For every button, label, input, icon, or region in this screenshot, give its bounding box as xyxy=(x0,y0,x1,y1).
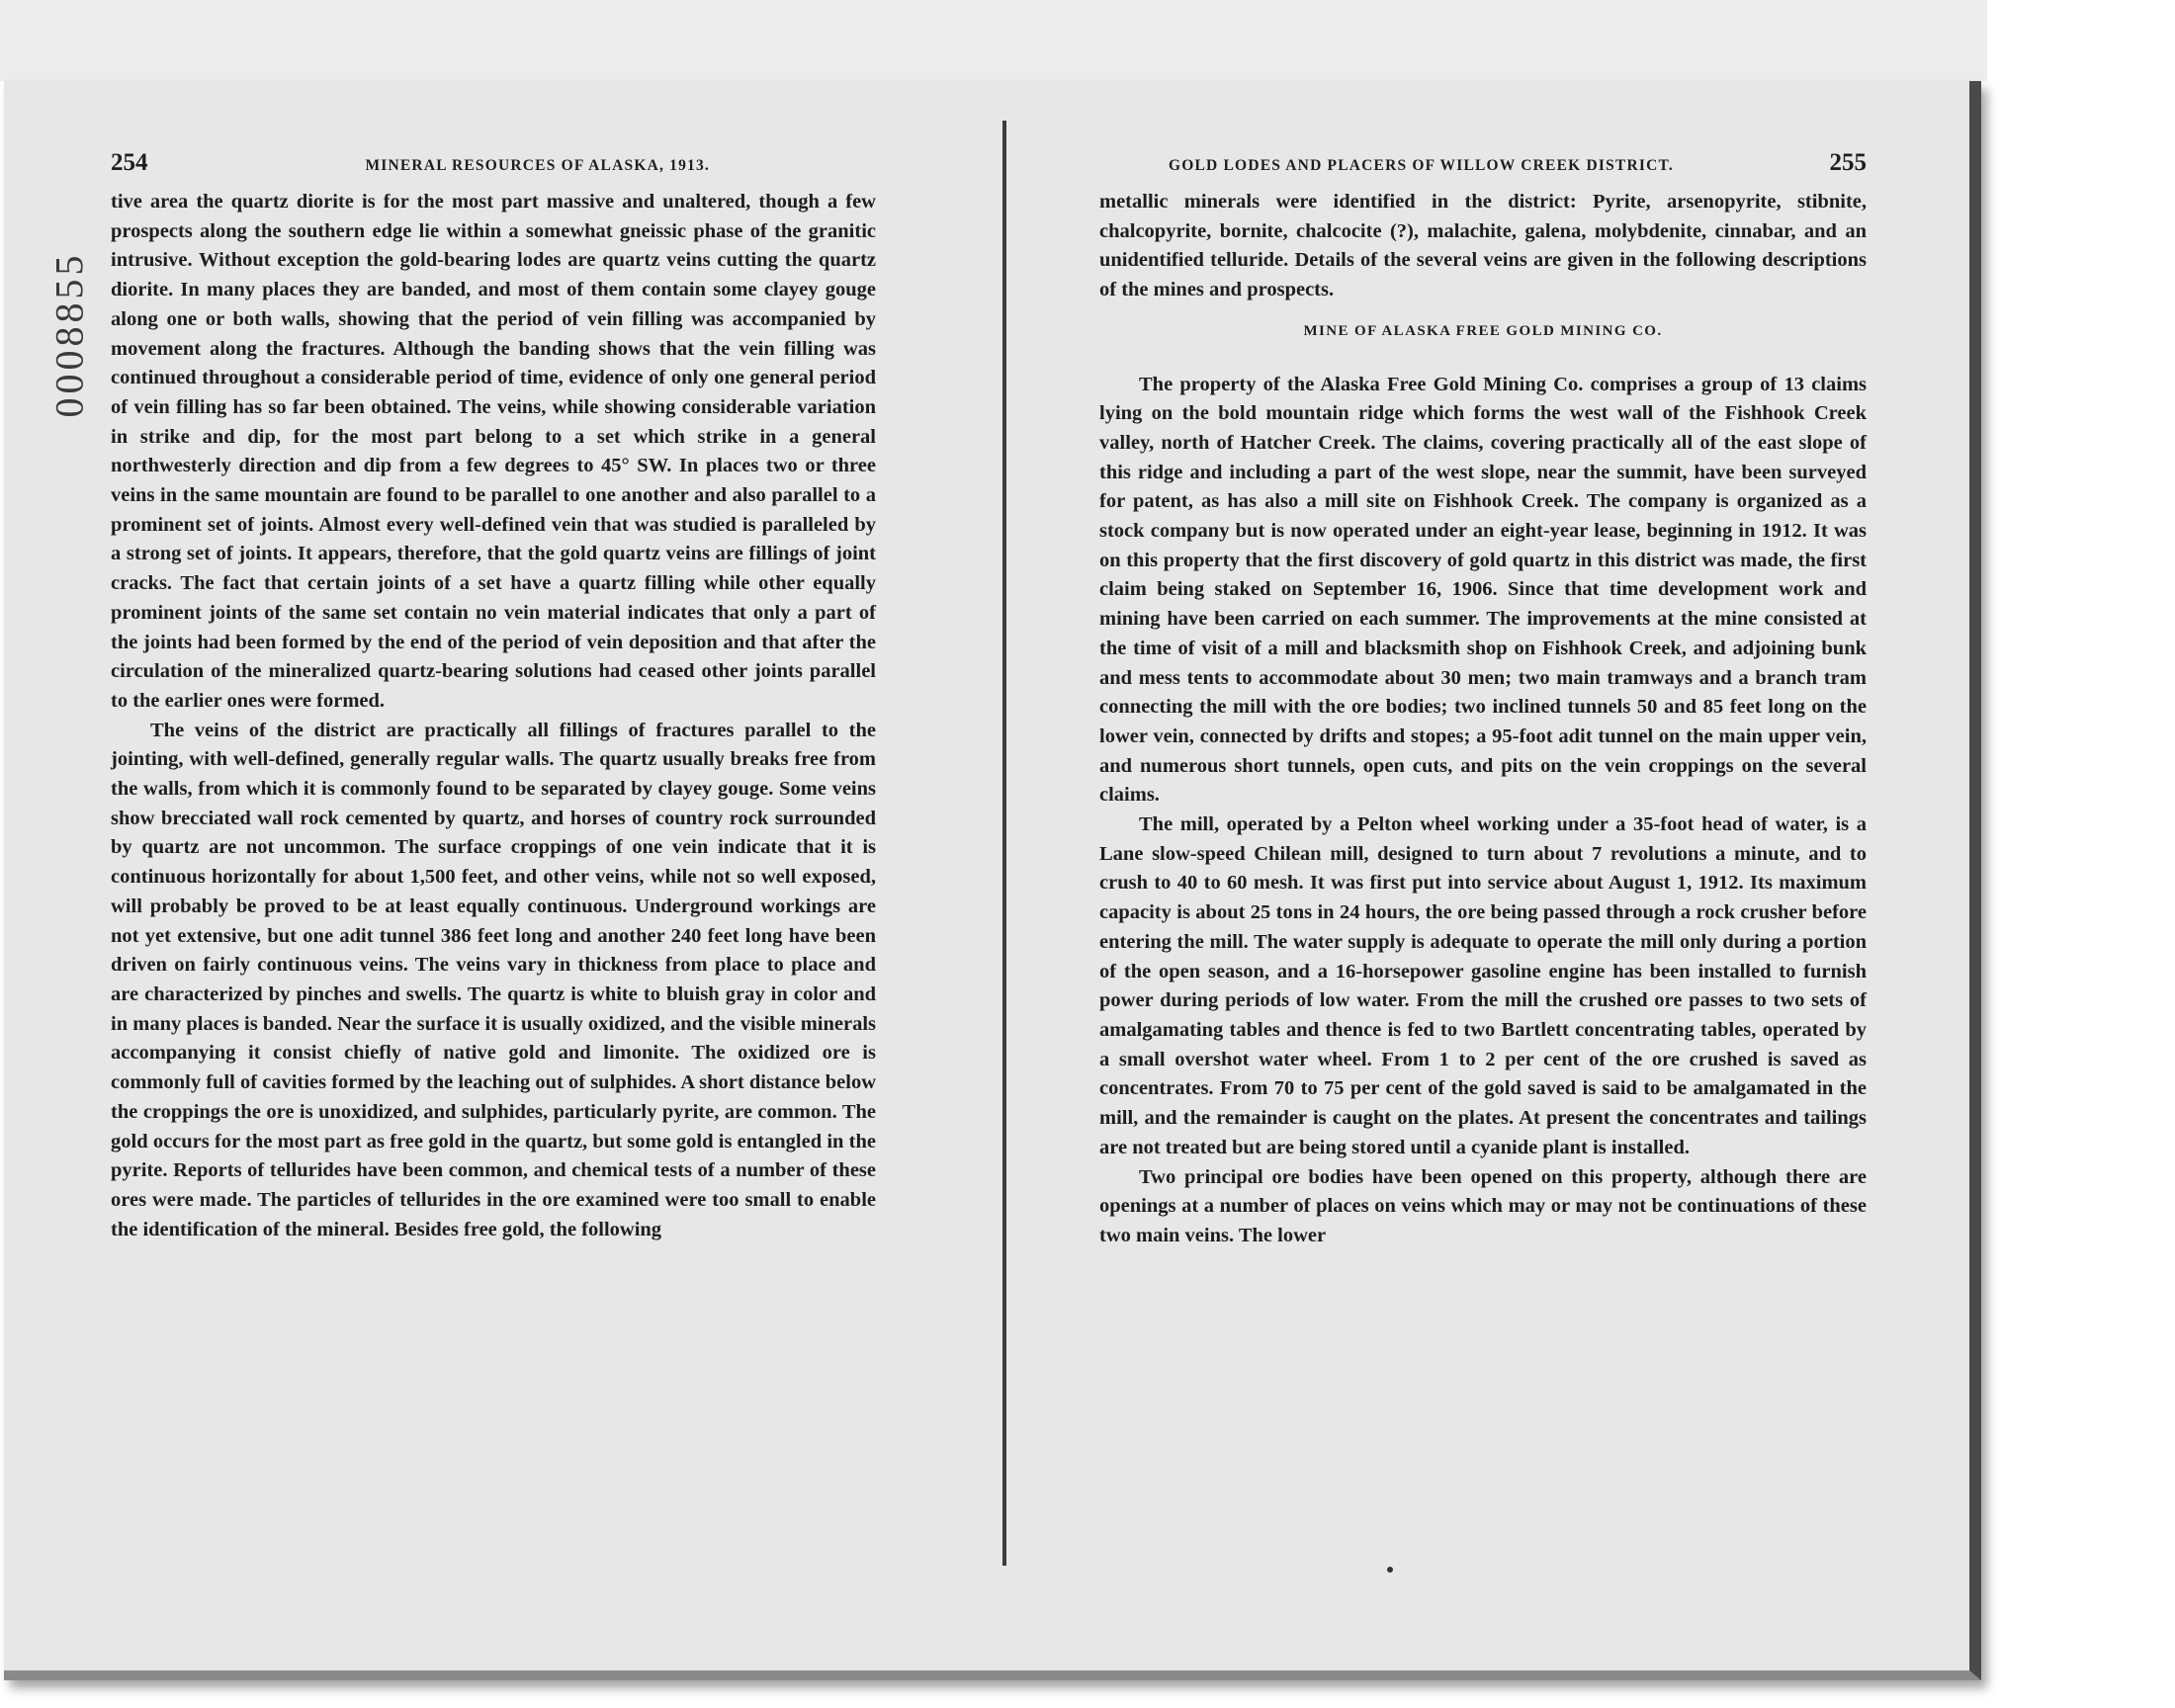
page-bottom-mark xyxy=(1387,1567,1393,1573)
left-page-number: 254 xyxy=(111,149,148,176)
right-paragraph-3: Two principal ore bodies have been opened on this property, although there are openings at a number of places on veins which may or may not be continuations of these two main veins. The lower xyxy=(1099,1165,1867,1246)
section-heading: MINE OF ALASKA FREE GOLD MINING CO. xyxy=(1303,322,1663,339)
right-intro-paragraph: metallic minerals were identified in the district: Pyrite, arsenopyrite, stibnite, chalcopyrite, bornite, chalcocite (?), malachite, galena, molybdenite, cinnabar, and an unidentified telluride. Details of the several veins are given in the following descriptions of the mines and prospects. xyxy=(1099,191,1867,301)
book-gutter-line xyxy=(1002,121,1006,1566)
left-paragraph-1: tive area the quartz diorite is for the most part massive and unaltered, though a few prospects along the southern edge lie within a somewhat gneissic phase of the granitic intrusive. Without exception the gold-bearing lodes are quartz veins cutting the quartz diorite. In many places they are banded, and most of them contain some clayey gouge along one or both walls, showing that the period of vein filling was accompanied by movement along the fractures. Although the banding shows that the vein filling was continued throughout a considerable period of time, evidence of only one general period of vein filling has so far been obtained. The veins, while showing considerable variation in strike and dip, for the most part belong to a set which strike in a general northwesterly direction and dip from a few degrees to 45° SW. In places two or three veins in the same mountain are found to be parallel to one another and also parallel to a prominent set of joints. Almost every well-defined vein that was studied is paralleled by a strong set of joints. It appears, therefore, that the gold quartz veins are fillings of joint cracks. The fact that certain joints of a set have a quartz filling while other equally prominent joints of the same set contain no vein material indicates that only a part of the joints had been formed by the end of the period of vein deposition and that after the circulation of the mineralized quartz-bearing solutions had ceased other joints parallel to the earlier ones were formed. xyxy=(111,191,876,712)
left-page xyxy=(111,148,876,1244)
archive-number-text: 0008855 xyxy=(46,251,92,417)
right-page xyxy=(1099,148,1867,1251)
right-running-title: GOLD LODES AND PLACERS OF WILLOW CREEK DISTRICT. xyxy=(1169,157,1674,174)
right-running-head xyxy=(1099,148,1867,188)
archive-number-stamp xyxy=(47,225,91,443)
left-paragraph-2: The veins of the district are practically all fillings of fractures parallel to the jointing, with well-defined, generally regular walls. The quartz usually breaks free from the walls, from which it is commonly found to be separated by clayey gouge. Some veins show brecciated wall rock cemented by quartz, and horses of country rock surrounded by quartz are not uncommon. The surface croppings of one vein indicate that it is continuous horizontally for about 1,500 feet, and other veins, while not so well exposed, will probably be proved to be at least equally continuous. Underground workings are not yet extensive, but one adit tunnel 386 feet long and another 240 feet long have been driven on fairly continuous veins. The veins vary in thickness from place to place and are characterized by pinches and swells. The quartz is white to bluish gray in color and in many places is banded. Near the surface it is usually oxidized, and the visible minerals accompanying it consist chiefly of native gold and limonite. The oxidized ore is commonly full of cavities formed by the leaching out of sulphides. A short distance below the croppings the ore is unoxidized, and sulphides, particularly pyrite, are common. The gold occurs for the most part as free gold in the quartz, but some gold is entangled in the pyrite. Reports of tellurides have been common, and chemical tests of a number of these ores were made. The particles of tellurides in the ore examined were too small to enable the identification of the mineral. Besides free gold, the following xyxy=(111,719,876,1240)
right-paragraph-1: The property of the Alaska Free Gold Mining Co. comprises a group of 13 claims lying on the bold mountain ridge which forms the west wall of the Fishhook Creek valley, north of Hatcher Creek. The claims, covering practically all of the east slope of this ridge and including a part of the west slope, near the summit, have been surveyed for patent, as has also a mill site on Fishhook Creek. The company is organized as a stock company but is now operated under an eight-year lease, beginning in 1912. It was on this property that the first discovery of gold quartz in this district was made, the first claim being staked on September 16, 1906. Since that time development work and mining have been carried on each summer. The improvements at the mine consisted at the time of visit of a mill and blacksmith shop on Fishhook Creek, and adjoining bunk and mess tents to accommodate about 30 men; two main tramways and a branch tram connecting the mill with the ore bodies; two inclined tunnels 50 and 85 feet long on the lower vein, connected by drifts and stopes; a 95-foot adit tunnel on the main upper vein, and numerous short tunnels, open cuts, and pits on the vein croppings on the several claims. xyxy=(1099,373,1867,807)
right-page-number: 255 xyxy=(1829,149,1867,176)
left-running-title: MINERAL RESOURCES OF ALASKA, 1913. xyxy=(365,157,710,174)
scanner-background-band xyxy=(0,0,1987,81)
right-paragraph-2: The mill, operated by a Pelton wheel working under a 35-foot head of water, is a Lane slow-speed Chilean mill, designed to turn about 7 revolutions a minute, and to crush to 40 to 60 mesh. It was first put into service about August 1, 1912. Its maximum capacity is about 25 tons in 24 hours, the ore being passed through a rock crusher before entering the mill. The water supply is adequate to operate the mill only during a portion of the open season, and a 16-horsepower gasoline engine has been installed to furnish power during periods of low water. From the mill the crushed ore passes to two sets of amalgamating tables and thence is fed to two Bartlett concentrating tables, operated by a small overshot water wheel. From 1 to 2 per cent of the ore crushed is saved as concentrates. From 70 to 75 per cent of the gold saved is said to be amalgamated in the mill, and the remainder is caught on the plates. At present the concentrates and tailings are not treated but are being stored until a cyanide plant is installed. xyxy=(1099,813,1867,1158)
left-running-head xyxy=(111,148,876,188)
